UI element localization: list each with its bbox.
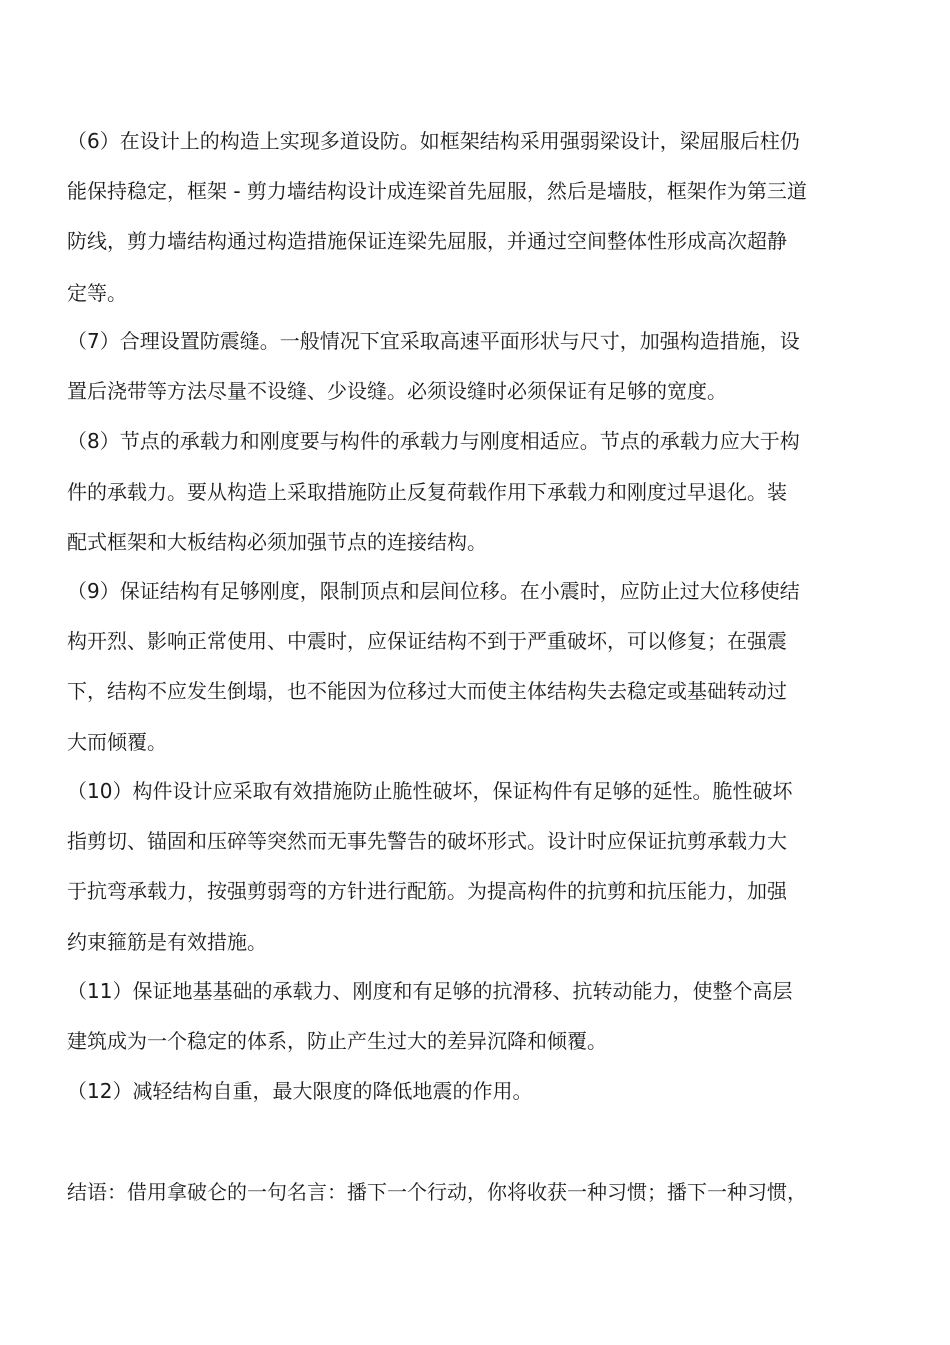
paragraph-6-line-2: 能保持稳定，框架 - 剪力墙结构设计成连梁首先屈服，然后是墙肢，框架作为第三道 [67, 179, 807, 203]
paragraph-8-line-2: 件的承载力。要从构造上采取措施防止反复荷载作用下承载力和刚度过早退化。装 [67, 480, 787, 504]
paragraph-9-line-1: （9）保证结构有足够刚度，限制顶点和层间位移。在小震时，应防止过大位移使结 [67, 579, 800, 603]
paragraph-7-line-2: 置后浇带等方法尽量不设缝、少设缝。必须设缝时必须保证有足够的宽度。 [67, 379, 727, 403]
paragraph-8-line-3: 配式框架和大板结构必须加强节点的连接结构。 [67, 530, 487, 554]
paragraph-9-line-3: 下，结构不应发生倒塌，也不能因为位移过大而使主体结构失去稳定或基础转动过 [67, 679, 787, 703]
paragraph-6-line-3: 防线，剪力墙结构通过构造措施保证连梁先屈服，并通过空间整体性形成高次超静 [67, 229, 787, 253]
paragraph-9-line-4: 大而倾覆。 [67, 730, 167, 754]
paragraph-7-line-1: （7）合理设置防震缝。一般情况下宜采取高速平面形状与尺寸，加强构造措施，设 [67, 329, 800, 353]
paragraph-12-line-1: （12）减轻结构自重，最大限度的降低地震的作用。 [67, 1079, 533, 1103]
conclusion-line: 结语：借用拿破仑的一句名言：播下一个行动，你将收获一种习惯；播下一种习惯， [67, 1180, 807, 1204]
paragraph-11-line-2: 建筑成为一个稳定的体系，防止产生过大的差异沉降和倾覆。 [67, 1029, 607, 1053]
paragraph-11-line-1: （11）保证地基基础的承载力、刚度和有足够的抗滑移、抗转动能力，使整个高层 [67, 979, 793, 1003]
paragraph-10-line-3: 于抗弯承载力，按强剪弱弯的方针进行配筋。为提高构件的抗剪和抗压能力，加强 [67, 879, 787, 903]
paragraph-10-line-1: （10）构件设计应采取有效措施防止脆性破坏，保证构件有足够的延性。脆性破坏 [67, 779, 793, 803]
paragraph-10-line-2: 指剪切、锚固和压碎等突然而无事先警告的破坏形式。设计时应保证抗剪承载力大 [67, 829, 787, 853]
paragraph-10-line-4: 约束箍筋是有效措施。 [67, 930, 267, 954]
paragraph-6-line-1: （6）在设计上的构造上实现多道设防。如框架结构采用强弱梁设计，梁屈服后柱仍 [67, 129, 800, 153]
paragraph-6-line-4: 定等。 [67, 281, 127, 305]
paragraph-9-line-2: 构开烈、影响正常使用、中震时，应保证结构不到于严重破坏，可以修复；在强震 [67, 629, 787, 653]
paragraph-8-line-1: （8）节点的承载力和刚度要与构件的承载力与刚度相适应。节点的承载力应大于构 [67, 429, 800, 453]
